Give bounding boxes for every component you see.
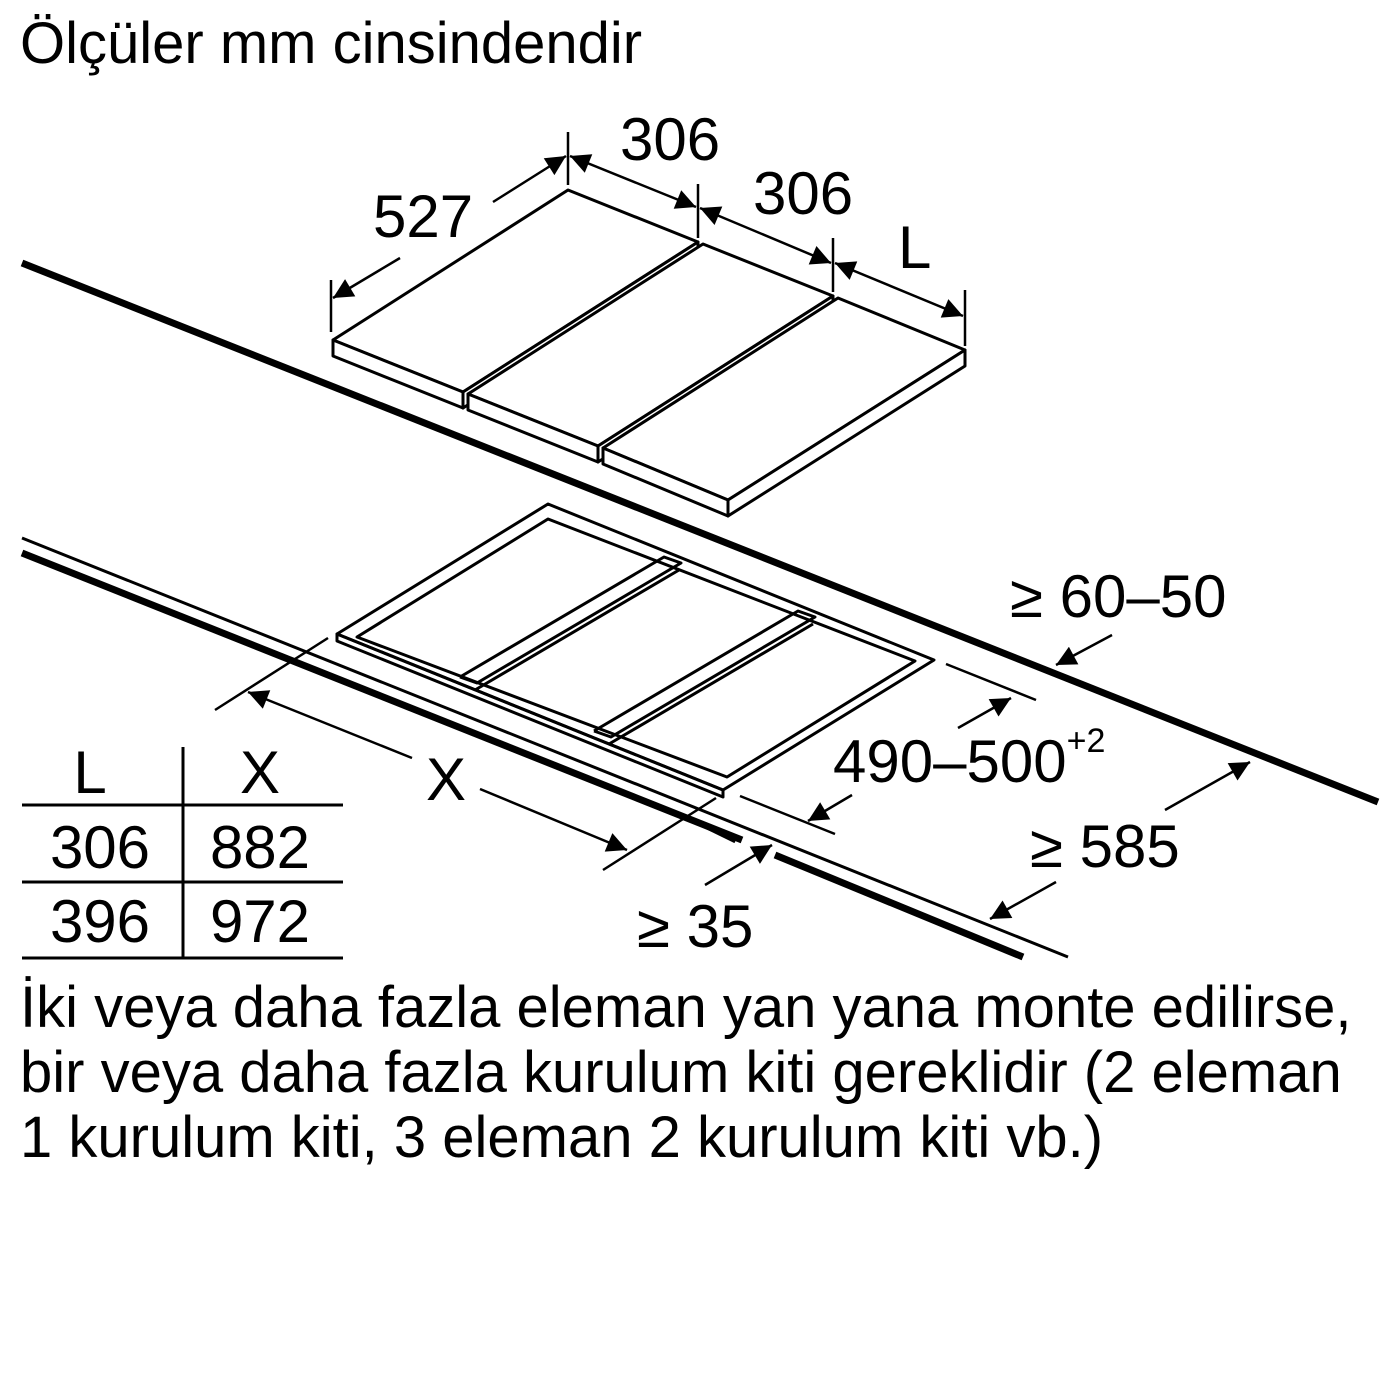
dim-cutout-width-label: X — [426, 746, 467, 813]
dim-depth-label: 527 — [373, 183, 474, 250]
dimension-lines — [215, 132, 1250, 919]
dim-gap-label: ≥ 60–50 — [1010, 563, 1227, 630]
dim-35-label: ≥ 35 — [637, 893, 754, 960]
dim-585-label: ≥ 585 — [1030, 813, 1180, 880]
dim-cutout-depth-base: 490–500 — [833, 728, 1067, 795]
countertop-front-edge-b — [775, 855, 1023, 957]
dim-width-1-label: 306 — [620, 106, 721, 173]
installation-note: İki veya daha fazla eleman yan yana monte edilirse, bir veya daha fazla kurulum kiti gereklidir (2 eleman 1 kurulum kiti, 3 eleman 2 kurulum kiti vb.) — [20, 975, 1352, 1170]
page-title: Ölçüler mm cinsindendir — [20, 11, 643, 76]
dim-cutout-depth-label — [833, 722, 1105, 795]
size-table — [22, 739, 343, 958]
dim-width-3-label: L — [898, 214, 932, 281]
table-cell: 306 — [49, 814, 151, 881]
dim-width-2-label: 306 — [753, 160, 854, 227]
table-header-l: L — [73, 739, 107, 806]
table-header-x: X — [239, 739, 281, 806]
dim-cutout-depth-tolerance: +2 — [1066, 722, 1106, 760]
table-cell: 882 — [209, 814, 311, 881]
table-cell: 396 — [49, 888, 151, 955]
table-cell: 972 — [209, 888, 311, 955]
